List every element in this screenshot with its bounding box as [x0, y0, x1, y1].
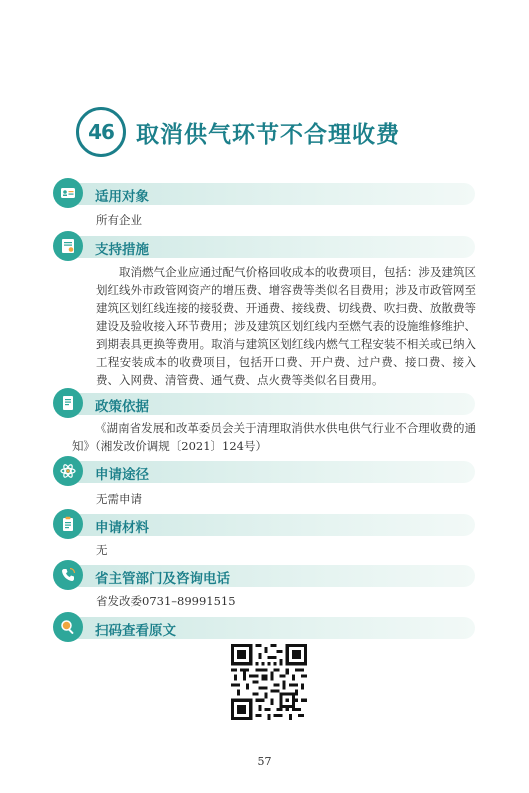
section-contact: [57, 565, 475, 587]
phone-icon: [53, 560, 83, 590]
id-card-icon: [53, 178, 83, 208]
section-title: 申请材料: [95, 520, 149, 536]
certificate-icon: [53, 231, 83, 261]
section-measures: [57, 236, 475, 258]
materials-text: 无: [96, 543, 108, 557]
page-number: 57: [257, 755, 272, 768]
section-title: 支持措施: [95, 242, 149, 258]
qr-code[interactable]: [231, 644, 307, 720]
item-number-badge: 46: [76, 107, 126, 157]
section-title: 扫码查看原文: [95, 623, 176, 639]
magnifier-icon: [53, 612, 83, 642]
page-title: 取消供气环节不合理收费: [136, 121, 400, 148]
section-title: 适用对象: [95, 189, 149, 205]
section-target: [57, 183, 475, 205]
section-title: 政策依据: [95, 399, 149, 415]
document-icon: [53, 388, 83, 418]
channel-text: 无需申请: [96, 492, 142, 506]
section-basis: [57, 393, 475, 415]
atom-icon: [53, 456, 83, 486]
section-title: 省主管部门及咨询电话: [95, 571, 230, 587]
target-text: 所有企业: [96, 213, 142, 227]
contact-text: 省发改委0731–89991515: [96, 594, 236, 608]
section-scan: [57, 617, 475, 639]
section-title: 申请途径: [95, 467, 149, 483]
section-materials: [57, 514, 475, 536]
section-channel: [57, 461, 475, 483]
page-header: [76, 106, 400, 158]
basis-text: 《湖南省发展和改革委员会关于清理取消供水供电供气行业不合理收费的通知》（湘发改价调规〔2021〕124号）: [72, 421, 476, 453]
clipboard-icon: [53, 509, 83, 539]
measures-text: 取消燃气企业应通过配气价格回收成本的收费项目，包括：涉及建筑区划红线外市政管网资产的增压费、增容费等类似名目费用；涉及市政管网至建筑区划红线连接的接驳费、开通费、接线费、切线费、吹扫费、放散费等建设及验收接入环节费用；涉及建筑区划红线内至燃气表的设施维修维护、到期表具更换等费用。取消与建筑区划红线内燃气工程安装不相关或已纳入工程安装成本的收费项目，包括开口费、开户费、过户费、接口费、接入费、入网费、清管费、通气费、点火费等类似名目费用。: [96, 265, 476, 387]
